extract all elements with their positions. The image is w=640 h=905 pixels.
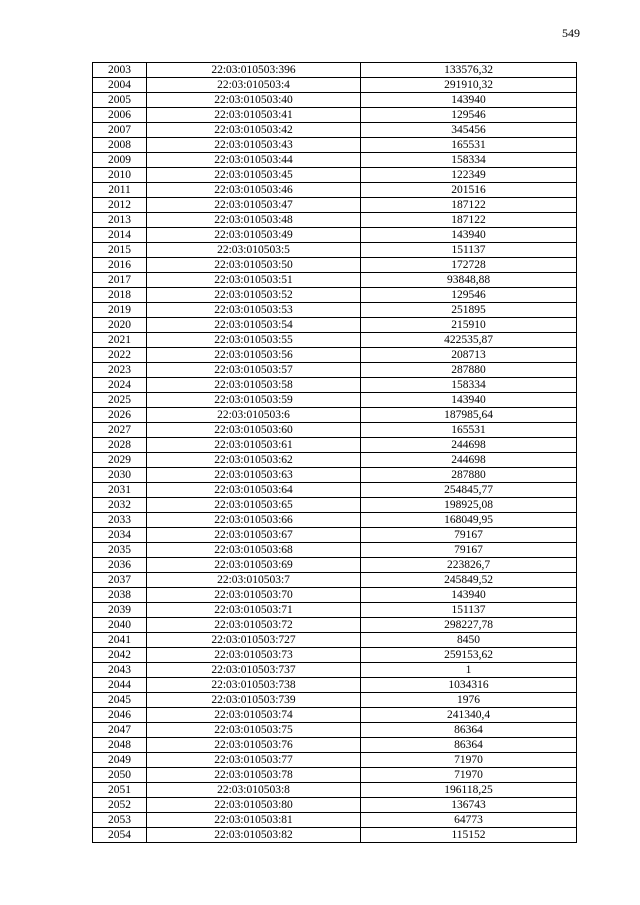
- row-number-cell: 2033: [93, 513, 147, 528]
- table-row: [93, 138, 577, 153]
- cadastral-number-cell: 22:03:010503:40: [147, 93, 361, 108]
- row-number-cell: 2038: [93, 588, 147, 603]
- table-row: [93, 153, 577, 168]
- value-cell: 165531: [361, 423, 577, 438]
- value-cell: 215910: [361, 318, 577, 333]
- value-cell: 143940: [361, 93, 577, 108]
- value-cell: 143940: [361, 588, 577, 603]
- table-row: [93, 588, 577, 603]
- row-number-cell: 2051: [93, 783, 147, 798]
- table-row: [93, 228, 577, 243]
- value-cell: 259153,62: [361, 648, 577, 663]
- row-number-cell: 2052: [93, 798, 147, 813]
- row-number-cell: 2042: [93, 648, 147, 663]
- value-cell: 251895: [361, 303, 577, 318]
- row-number-cell: 2032: [93, 498, 147, 513]
- row-number-cell: 2027: [93, 423, 147, 438]
- value-cell: 86364: [361, 738, 577, 753]
- cadastral-value-table: [92, 62, 577, 843]
- cadastral-number-cell: 22:03:010503:739: [147, 693, 361, 708]
- cadastral-number-cell: 22:03:010503:73: [147, 648, 361, 663]
- value-cell: 129546: [361, 108, 577, 123]
- value-cell: 254845,77: [361, 483, 577, 498]
- cadastral-number-cell: 22:03:010503:49: [147, 228, 361, 243]
- value-cell: 143940: [361, 228, 577, 243]
- table-row: [93, 363, 577, 378]
- cadastral-number-cell: 22:03:010503:43: [147, 138, 361, 153]
- value-cell: 79167: [361, 528, 577, 543]
- table-row: [93, 498, 577, 513]
- cadastral-number-cell: 22:03:010503:66: [147, 513, 361, 528]
- row-number-cell: 2009: [93, 153, 147, 168]
- table-row: [93, 408, 577, 423]
- value-cell: 287880: [361, 468, 577, 483]
- table-row: [93, 243, 577, 258]
- cadastral-number-cell: 22:03:010503:77: [147, 753, 361, 768]
- table-row: [93, 183, 577, 198]
- row-number-cell: 2028: [93, 438, 147, 453]
- row-number-cell: 2054: [93, 828, 147, 843]
- value-cell: 136743: [361, 798, 577, 813]
- page-number: 549: [562, 26, 580, 40]
- table-row: [93, 78, 577, 93]
- value-cell: 1034316: [361, 678, 577, 693]
- value-cell: 86364: [361, 723, 577, 738]
- cadastral-number-cell: 22:03:010503:6: [147, 408, 361, 423]
- cadastral-number-cell: 22:03:010503:60: [147, 423, 361, 438]
- value-cell: 345456: [361, 123, 577, 138]
- row-number-cell: 2023: [93, 363, 147, 378]
- cadastral-number-cell: 22:03:010503:5: [147, 243, 361, 258]
- cadastral-number-cell: 22:03:010503:50: [147, 258, 361, 273]
- row-number-cell: 2006: [93, 108, 147, 123]
- value-cell: 133576,32: [361, 63, 577, 78]
- row-number-cell: 2004: [93, 78, 147, 93]
- table-row: [93, 303, 577, 318]
- row-number-cell: 2022: [93, 348, 147, 363]
- row-number-cell: 2053: [93, 813, 147, 828]
- cadastral-number-cell: 22:03:010503:80: [147, 798, 361, 813]
- value-cell: 291910,32: [361, 78, 577, 93]
- table-row: [93, 693, 577, 708]
- table-row: [93, 648, 577, 663]
- cadastral-number-cell: 22:03:010503:41: [147, 108, 361, 123]
- value-cell: 201516: [361, 183, 577, 198]
- value-cell: 71970: [361, 753, 577, 768]
- table-row: [93, 213, 577, 228]
- row-number-cell: 2031: [93, 483, 147, 498]
- cadastral-number-cell: 22:03:010503:81: [147, 813, 361, 828]
- cadastral-number-cell: 22:03:010503:57: [147, 363, 361, 378]
- value-cell: 129546: [361, 288, 577, 303]
- table-row: [93, 168, 577, 183]
- cadastral-number-cell: 22:03:010503:56: [147, 348, 361, 363]
- row-number-cell: 2015: [93, 243, 147, 258]
- row-number-cell: 2005: [93, 93, 147, 108]
- row-number-cell: 2048: [93, 738, 147, 753]
- row-number-cell: 2036: [93, 558, 147, 573]
- cadastral-number-cell: 22:03:010503:44: [147, 153, 361, 168]
- cadastral-number-cell: 22:03:010503:46: [147, 183, 361, 198]
- row-number-cell: 2014: [93, 228, 147, 243]
- cadastral-number-cell: 22:03:010503:58: [147, 378, 361, 393]
- cadastral-number-cell: 22:03:010503:45: [147, 168, 361, 183]
- value-cell: 64773: [361, 813, 577, 828]
- value-cell: 223826,7: [361, 558, 577, 573]
- table-row: [93, 468, 577, 483]
- value-cell: 198925,08: [361, 498, 577, 513]
- value-cell: 143940: [361, 393, 577, 408]
- value-cell: 79167: [361, 543, 577, 558]
- cadastral-number-cell: 22:03:010503:61: [147, 438, 361, 453]
- value-cell: 287880: [361, 363, 577, 378]
- value-cell: 93848,88: [361, 273, 577, 288]
- value-cell: 244698: [361, 438, 577, 453]
- value-cell: 244698: [361, 453, 577, 468]
- row-number-cell: 2047: [93, 723, 147, 738]
- cadastral-number-cell: 22:03:010503:54: [147, 318, 361, 333]
- table-row: [93, 393, 577, 408]
- cadastral-number-cell: 22:03:010503:70: [147, 588, 361, 603]
- row-number-cell: 2020: [93, 318, 147, 333]
- value-cell: 158334: [361, 378, 577, 393]
- value-cell: 1: [361, 663, 577, 678]
- table-row: [93, 828, 577, 843]
- cadastral-number-cell: 22:03:010503:64: [147, 483, 361, 498]
- value-cell: 208713: [361, 348, 577, 363]
- value-cell: 187122: [361, 213, 577, 228]
- table-row: [93, 108, 577, 123]
- table-row: [93, 423, 577, 438]
- table-row: [93, 618, 577, 633]
- table-row: [93, 633, 577, 648]
- value-cell: 151137: [361, 243, 577, 258]
- table-row: [93, 768, 577, 783]
- table-row: [93, 813, 577, 828]
- value-cell: 187122: [361, 198, 577, 213]
- cadastral-number-cell: 22:03:010503:55: [147, 333, 361, 348]
- row-number-cell: 2046: [93, 708, 147, 723]
- value-cell: 8450: [361, 633, 577, 648]
- value-cell: 1976: [361, 693, 577, 708]
- table-row: [93, 678, 577, 693]
- row-number-cell: 2017: [93, 273, 147, 288]
- cadastral-number-cell: 22:03:010503:76: [147, 738, 361, 753]
- table-row: [93, 708, 577, 723]
- value-cell: 165531: [361, 138, 577, 153]
- row-number-cell: 2024: [93, 378, 147, 393]
- cadastral-number-cell: 22:03:010503:62: [147, 453, 361, 468]
- cadastral-number-cell: 22:03:010503:67: [147, 528, 361, 543]
- cadastral-number-cell: 22:03:010503:52: [147, 288, 361, 303]
- row-number-cell: 2044: [93, 678, 147, 693]
- table-row: [93, 723, 577, 738]
- table-row: [93, 123, 577, 138]
- row-number-cell: 2041: [93, 633, 147, 648]
- value-cell: 122349: [361, 168, 577, 183]
- row-number-cell: 2019: [93, 303, 147, 318]
- cadastral-number-cell: 22:03:010503:8: [147, 783, 361, 798]
- value-cell: 158334: [361, 153, 577, 168]
- table-row: [93, 738, 577, 753]
- cadastral-number-cell: 22:03:010503:68: [147, 543, 361, 558]
- row-number-cell: 2025: [93, 393, 147, 408]
- row-number-cell: 2011: [93, 183, 147, 198]
- table-row: [93, 63, 577, 78]
- table-row: [93, 348, 577, 363]
- cadastral-number-cell: 22:03:010503:78: [147, 768, 361, 783]
- table-row: [93, 558, 577, 573]
- value-cell: 168049,95: [361, 513, 577, 528]
- table-row: [93, 258, 577, 273]
- row-number-cell: 2029: [93, 453, 147, 468]
- row-number-cell: 2003: [93, 63, 147, 78]
- table-row: [93, 783, 577, 798]
- cadastral-number-cell: 22:03:010503:727: [147, 633, 361, 648]
- table-row: [93, 93, 577, 108]
- row-number-cell: 2049: [93, 753, 147, 768]
- table-row: [93, 333, 577, 348]
- table-row: [93, 513, 577, 528]
- cadastral-number-cell: 22:03:010503:4: [147, 78, 361, 93]
- cadastral-number-cell: 22:03:010503:69: [147, 558, 361, 573]
- row-number-cell: 2026: [93, 408, 147, 423]
- row-number-cell: 2012: [93, 198, 147, 213]
- table-row: [93, 273, 577, 288]
- row-number-cell: 2021: [93, 333, 147, 348]
- row-number-cell: 2050: [93, 768, 147, 783]
- row-number-cell: 2013: [93, 213, 147, 228]
- table-row: [93, 318, 577, 333]
- value-cell: 172728: [361, 258, 577, 273]
- row-number-cell: 2030: [93, 468, 147, 483]
- table-row: [93, 663, 577, 678]
- value-cell: 151137: [361, 603, 577, 618]
- value-cell: 71970: [361, 768, 577, 783]
- table-row: [93, 483, 577, 498]
- cadastral-number-cell: 22:03:010503:75: [147, 723, 361, 738]
- table-row: [93, 438, 577, 453]
- row-number-cell: 2040: [93, 618, 147, 633]
- cadastral-number-cell: 22:03:010503:72: [147, 618, 361, 633]
- cadastral-number-cell: 22:03:010503:63: [147, 468, 361, 483]
- value-cell: 422535,87: [361, 333, 577, 348]
- cadastral-number-cell: 22:03:010503:47: [147, 198, 361, 213]
- cadastral-number-cell: 22:03:010503:65: [147, 498, 361, 513]
- value-cell: 298227,78: [361, 618, 577, 633]
- table-row: [93, 753, 577, 768]
- table-row: [93, 453, 577, 468]
- table-row: [93, 798, 577, 813]
- table-row: [93, 573, 577, 588]
- table-row: [93, 528, 577, 543]
- table-body: [93, 63, 577, 843]
- value-cell: 187985,64: [361, 408, 577, 423]
- value-cell: 115152: [361, 828, 577, 843]
- row-number-cell: 2045: [93, 693, 147, 708]
- row-number-cell: 2007: [93, 123, 147, 138]
- table-row: [93, 543, 577, 558]
- cadastral-number-cell: 22:03:010503:48: [147, 213, 361, 228]
- table-row: [93, 378, 577, 393]
- cadastral-number-cell: 22:03:010503:53: [147, 303, 361, 318]
- value-cell: 245849,52: [361, 573, 577, 588]
- row-number-cell: 2018: [93, 288, 147, 303]
- row-number-cell: 2043: [93, 663, 147, 678]
- cadastral-number-cell: 22:03:010503:396: [147, 63, 361, 78]
- row-number-cell: 2016: [93, 258, 147, 273]
- cadastral-number-cell: 22:03:010503:82: [147, 828, 361, 843]
- value-cell: 241340,4: [361, 708, 577, 723]
- row-number-cell: 2008: [93, 138, 147, 153]
- cadastral-number-cell: 22:03:010503:738: [147, 678, 361, 693]
- table-row: [93, 603, 577, 618]
- row-number-cell: 2034: [93, 528, 147, 543]
- table-row: [93, 198, 577, 213]
- row-number-cell: 2010: [93, 168, 147, 183]
- row-number-cell: 2039: [93, 603, 147, 618]
- cadastral-number-cell: 22:03:010503:7: [147, 573, 361, 588]
- cadastral-number-cell: 22:03:010503:42: [147, 123, 361, 138]
- row-number-cell: 2037: [93, 573, 147, 588]
- cadastral-number-cell: 22:03:010503:51: [147, 273, 361, 288]
- table-row: [93, 288, 577, 303]
- row-number-cell: 2035: [93, 543, 147, 558]
- cadastral-number-cell: 22:03:010503:59: [147, 393, 361, 408]
- cadastral-number-cell: 22:03:010503:737: [147, 663, 361, 678]
- value-cell: 196118,25: [361, 783, 577, 798]
- cadastral-number-cell: 22:03:010503:74: [147, 708, 361, 723]
- cadastral-number-cell: 22:03:010503:71: [147, 603, 361, 618]
